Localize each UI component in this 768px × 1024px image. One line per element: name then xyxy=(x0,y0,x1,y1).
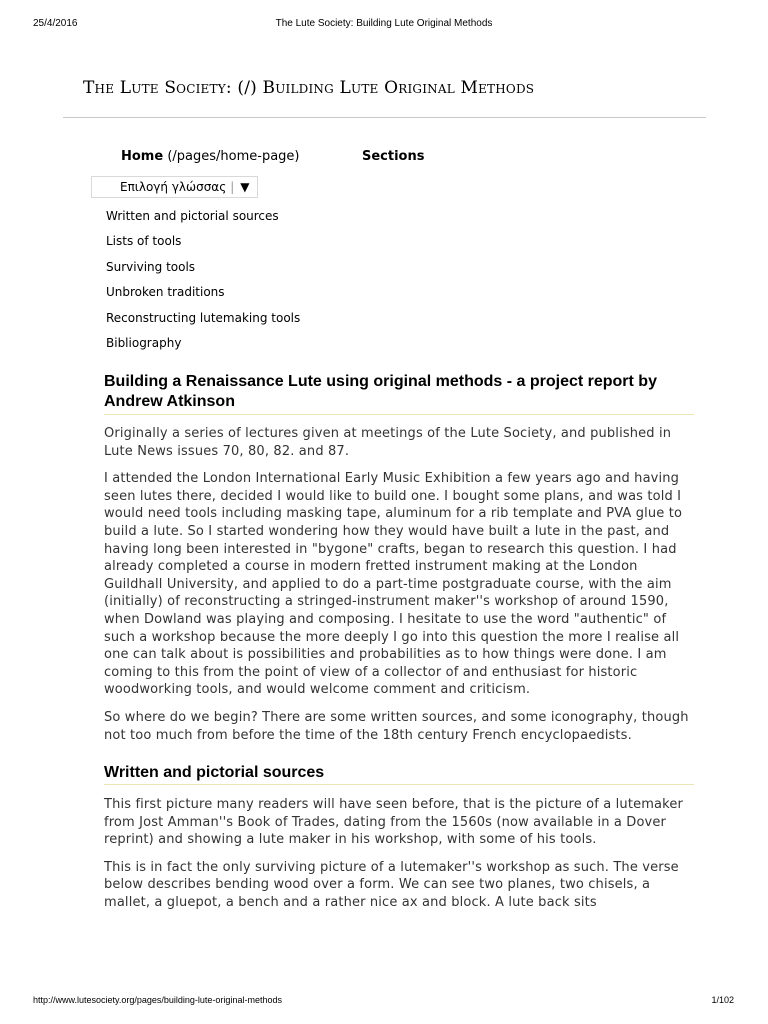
nav-item-written-pictorial-sources[interactable]: Written and pictorial sources xyxy=(106,209,279,223)
site-title[interactable]: The Lute Society: (/) Building Lute Original Methods xyxy=(83,78,535,98)
nav-item-bibliography[interactable]: Bibliography xyxy=(106,335,182,350)
title-divider xyxy=(63,117,706,118)
language-select-divider: | xyxy=(230,180,235,194)
nav-item-reconstructing-tools[interactable]: Reconstructing lutemaking tools xyxy=(106,310,301,325)
section-paragraph: This first picture many readers will have seen before, that is the picture of a lutemaker from Jost Amman''s Book of Trades, dating from the 1560s (now available in a Dover reprint) and showing a lute maker in his workshop, with some of his tools. xyxy=(104,797,684,848)
article xyxy=(104,372,694,912)
print-header-title: The Lute Society: Building Lute Original Methods xyxy=(275,18,493,29)
article-paragraph: Originally a series of lectures given at meetings of the Lute Society, and published in Lute News issues 70, 80, 82. and 87. xyxy=(104,426,672,459)
chevron-down-icon: ▼ xyxy=(240,180,250,194)
nav-home-label: Home xyxy=(121,149,164,164)
nav-sections[interactable]: Sections xyxy=(362,149,425,164)
print-footer-url: http://www.lutesociety.org/pages/building-lute-original-methods xyxy=(33,995,282,1005)
section-paragraph: This is in fact the only surviving picture of a lutemaker''s workshop as such. The verse below describes bending wood over a form. We can see two planes, two chisels, a mallet, a gluepot, a bench and a rather nice ax and block. A lute back sits xyxy=(104,859,679,911)
language-select[interactable] xyxy=(91,176,258,198)
section-nav xyxy=(106,208,300,360)
print-date: 25/4/2016 xyxy=(33,18,78,29)
article-heading: Building a Renaissance Lute using original methods - a project report by Andrew Atkinson xyxy=(104,372,694,415)
print-page-number: 1/102 xyxy=(711,995,734,1005)
nav-item-unbroken-traditions[interactable]: Unbroken traditions xyxy=(106,285,225,300)
nav-home-path: (/pages/home-page) xyxy=(167,149,300,164)
nav-home-link[interactable] xyxy=(121,149,300,164)
section-heading: Written and pictorial sources xyxy=(104,763,694,785)
nav-item-lists-of-tools[interactable]: Lists of tools xyxy=(106,234,182,249)
article-paragraph: I attended the London International Early Music Exhibition a few years ago and having seen lutes there, decided I would like to build one. I bought some plans, and was told I would need tools including masking tape, aluminum for a rib template and PVA glue to build a lute. So I started wondering how they would have built a lute in the past, and having long been interested in "bygone" crafts, began to research this question. I had already completed a course in modern fretted instrument making at the London Guildhall University, and applied to do a part-time postgraduate course, with the aim (initially) of reconstructing a stringed-instrument maker''s workshop of around 1590, when Dowland was playing and composing. I hesitate to use the word "authentic" of such a workshop because the more deeply I go into this question the more I realise all one can talk about is possibilities and probabilities as to how things were done. I am coming to this from the point of view of a collector of and enthusiast for historic woodworking tools, and would welcome comment and criticism. xyxy=(104,471,683,698)
article-paragraph: So where do we begin? There are some written sources, and some iconography, though not too much from before the time of the 18th century French encyclopaedists. xyxy=(104,709,689,743)
nav-item-surviving-tools[interactable]: Surviving tools xyxy=(106,259,196,274)
language-select-label: Επιλογή γλώσσας xyxy=(120,180,227,194)
